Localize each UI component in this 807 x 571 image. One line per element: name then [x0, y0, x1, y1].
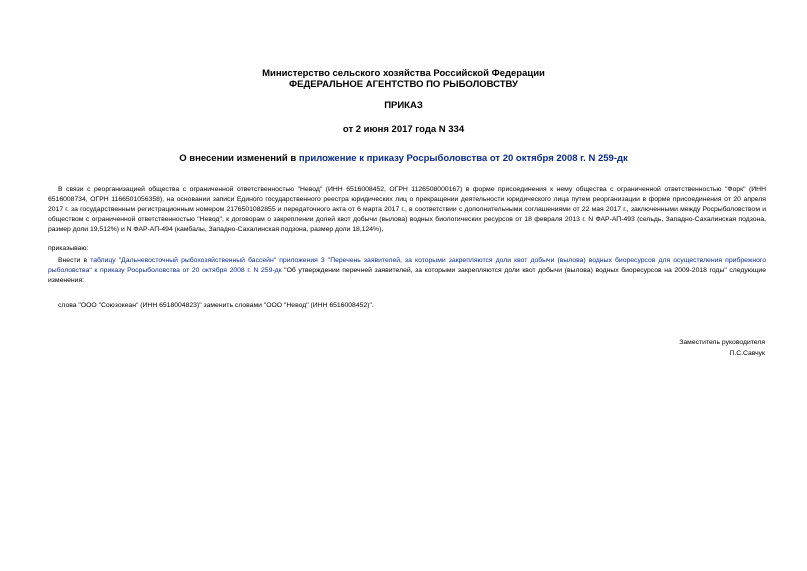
- title-link[interactable]: приложение к приказу Росрыболовства от 20 октября 2008 г. N 259-дк: [298, 153, 628, 164]
- agency-name: ФЕДЕРАЛЬНОЕ АГЕНТСТВО ПО РЫБОЛОВСТВУ: [289, 79, 518, 90]
- amendment-paragraph: [48, 256, 766, 286]
- signatory-name: П.С.Савчук: [729, 350, 765, 357]
- preamble-paragraph: В связи с реорганизацией общества с ограниченной ответственностью "Невод" (ИНН 6516008452, ОГРН 1126508000167) в форме присоединения к нему общества с ограниченной ответственностью "Форк" (ИНН 6516008734, ОГРН 1166501056358), на основании записи Единого государственного реестра юридических лиц о прекращении деятельности юридического лица путем реорганизации в форме присоединения от 20 апреля 2017 г. за государственным регистрационным номером 2176501082855 и передаточного акта от 6 марта 2017 г., в соответствии с дополнительными соглашениями от 22 мая 2017 г., заключенными между Росрыболовством и обществом с ограниченной ответственностью "Невод", к договорам о закреплении долей квот добычи (вылова) водных биологических ресурсов от 18 февраля 2013 г. N ФАР-АП-493 (сельдь, Западно-Сахалинская подзона, размер доли 19,512%) и N ФАР-АП-494 (камбалы, Западно-Сахалинская подзона, размер доли 18,124%),: [48, 186, 766, 233]
- document-title: [0, 153, 807, 165]
- document-date-number: от 2 июня 2017 года N 334: [342, 124, 465, 135]
- order-word: приказываю:: [48, 245, 89, 252]
- ministry-name: Министерство сельского хозяйства Российской Федерации: [262, 68, 545, 79]
- replacement-paragraph: слова "ООО "Союзокеан" (ИНН 6518004823)" заменить словами "ООО "Невод" (ИНН 6516008452)".: [58, 302, 374, 309]
- amendment-table-link[interactable]: таблицу "Дальневосточный рыбохозяйственный бассейн" приложения 3 "Перечень заявителей, за которыми закрепляются доли квот добычи (вылова) водных биоресурсов для осуществления прибрежного рыболовства" к приказу Росрыболовства от 20 октября 2008 г. N 259-дк: [48, 257, 766, 274]
- title-prefix: О внесении изменений в: [179, 153, 299, 164]
- amendment-order-name: "Об утверждении перечней заявителей, за которыми закрепляются доли квот добычи (вылова) водных биоресурсов на 2009-2018 годы": [281, 267, 727, 274]
- amendment-start: Внести в: [58, 257, 91, 264]
- amendment-end: следующие изменения:: [48, 267, 767, 284]
- signatory-position: Заместитель руководителя: [679, 339, 765, 346]
- document-type: ПРИКАЗ: [384, 100, 423, 111]
